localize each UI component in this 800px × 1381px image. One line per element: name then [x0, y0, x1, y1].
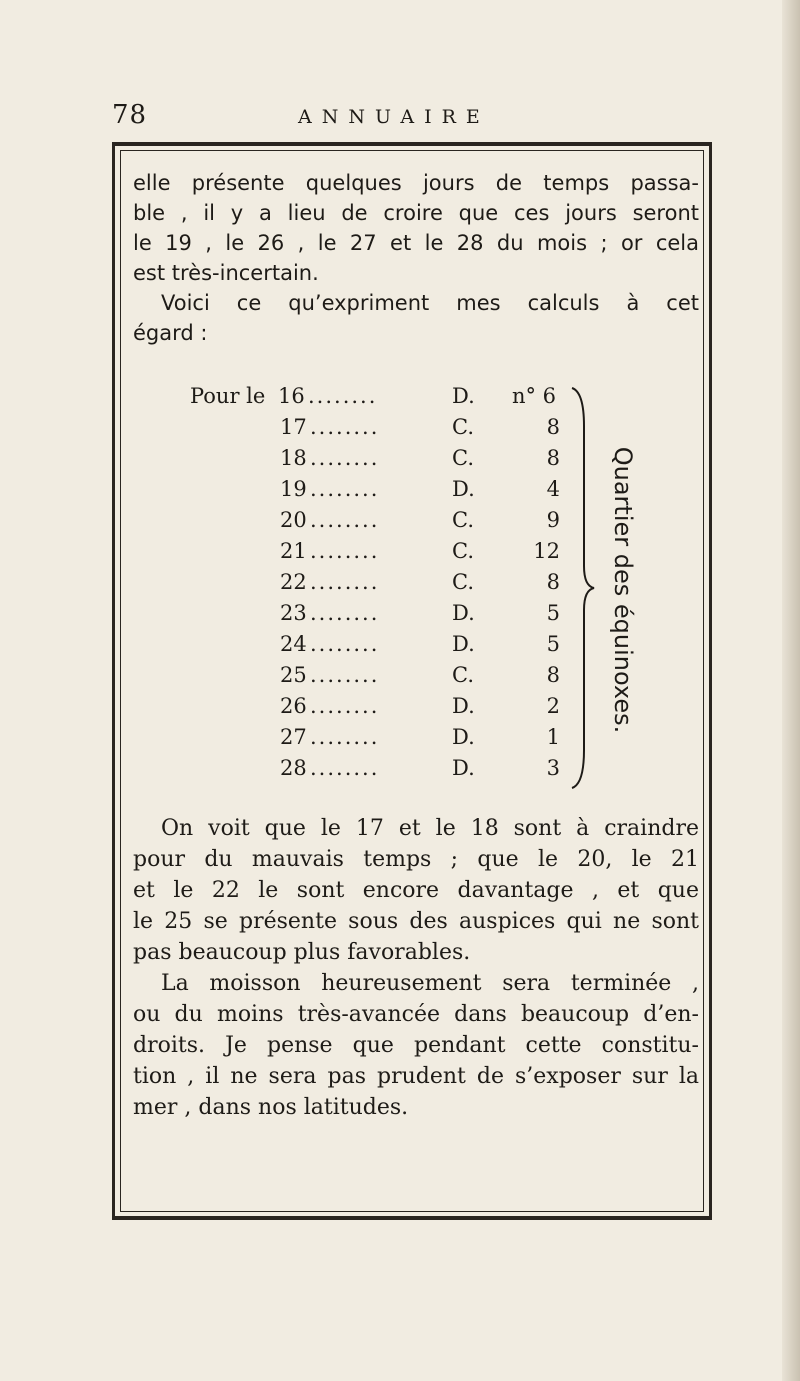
table-number: 12 — [533, 539, 560, 563]
table-number: 4 — [546, 477, 560, 501]
intro-line: Voici ce qu’expriment mes calculs à cet — [161, 291, 699, 315]
table-number: 8 — [546, 446, 560, 470]
table-number: 9 — [546, 508, 560, 532]
table-day: 20 — [280, 508, 307, 532]
intro-line: le 19 , le 26 , le 27 et le 28 du mois ; or cela — [133, 231, 699, 255]
table-number: n° 6 — [511, 384, 556, 408]
table-day: 25 — [280, 663, 307, 687]
leader-dots: ........ — [310, 663, 380, 687]
curly-brace — [568, 386, 598, 790]
table-letter: D. — [452, 477, 475, 501]
table-number: 8 — [546, 663, 560, 687]
table-letter: C. — [452, 570, 474, 594]
table-letter: C. — [452, 415, 474, 439]
intro-line: est très-incertain. — [133, 261, 319, 285]
leader-dots: ........ — [310, 694, 380, 718]
table-letter: D. — [452, 601, 475, 625]
equinox-quarter-label — [598, 440, 648, 740]
outro-line: mer , dans nos latitudes. — [133, 1095, 409, 1120]
table-letter: D. — [452, 384, 475, 408]
table-letter: D. — [452, 694, 475, 718]
closing-paragraphs — [133, 813, 699, 1123]
leader-dots: ........ — [310, 415, 380, 439]
table-number: 8 — [546, 415, 560, 439]
page-edge — [782, 0, 800, 1381]
leader-dots: ........ — [310, 446, 380, 470]
table-day: 19 — [280, 477, 307, 501]
intro-line: elle présente quelques jours de temps passa- — [133, 171, 699, 195]
table-number: 5 — [546, 601, 560, 625]
leader-dots: ........ — [310, 570, 380, 594]
leader-dots: ........ — [310, 632, 380, 656]
leader-dots: ........ — [310, 508, 380, 532]
table-number: 2 — [546, 694, 560, 718]
side-label-text: Quartier des équinoxes. — [609, 446, 637, 734]
intro-line: ble , il y a lieu de croire que ces jours seront — [133, 201, 699, 225]
table-number: 5 — [546, 632, 560, 656]
outro-line: pour du mauvais temps ; que le 20, le 21 — [133, 847, 699, 872]
table-lead: Pour le — [190, 384, 266, 408]
page-number: 78 — [112, 100, 148, 130]
leader-dots: ........ — [308, 384, 378, 408]
outro-line: La moisson heureusement sera terminée , — [161, 971, 699, 996]
weather-table — [150, 380, 670, 800]
intro-paragraphs — [133, 168, 699, 348]
table-number: 3 — [546, 756, 560, 780]
table-day: 22 — [280, 570, 307, 594]
outro-line: droits. Je pense que pendant cette constitu- — [133, 1033, 699, 1058]
outro-line: On voit que le 17 et le 18 sont à craindre — [161, 816, 699, 841]
table-letter: D. — [452, 725, 475, 749]
leader-dots: ........ — [310, 539, 380, 563]
outro-line: et le 22 le sont encore davantage , et que — [133, 878, 699, 903]
outro-line: pas beaucoup plus favorables. — [133, 940, 471, 965]
table-letter: C. — [452, 663, 474, 687]
table-letter: C. — [452, 508, 474, 532]
table-day: 18 — [280, 446, 307, 470]
table-day: 17 — [280, 415, 307, 439]
running-title: ANNUAIRE — [298, 106, 490, 128]
table-day: 26 — [280, 694, 307, 718]
table-day: 16 — [278, 384, 305, 408]
outro-line: tion , il ne sera pas prudent de s’exposer sur la — [133, 1064, 699, 1089]
table-day: 28 — [280, 756, 307, 780]
table-letter: C. — [452, 539, 474, 563]
table-letter: C. — [452, 446, 474, 470]
table-letter: D. — [452, 756, 475, 780]
table-day: 27 — [280, 725, 307, 749]
outro-line: ou du moins très-avancée dans beaucoup d’en- — [133, 1002, 699, 1027]
table-day: 24 — [280, 632, 307, 656]
outro-line: le 25 se présente sous des auspices qui ne sont — [133, 909, 699, 934]
leader-dots: ........ — [310, 725, 380, 749]
table-letter: D. — [452, 632, 475, 656]
table-number: 8 — [546, 570, 560, 594]
table-day: 23 — [280, 601, 307, 625]
leader-dots: ........ — [310, 601, 380, 625]
table-day: 21 — [280, 539, 307, 563]
table-number: 1 — [546, 725, 560, 749]
leader-dots: ........ — [310, 477, 380, 501]
intro-line: égard : — [133, 321, 208, 345]
leader-dots: ........ — [310, 756, 380, 780]
